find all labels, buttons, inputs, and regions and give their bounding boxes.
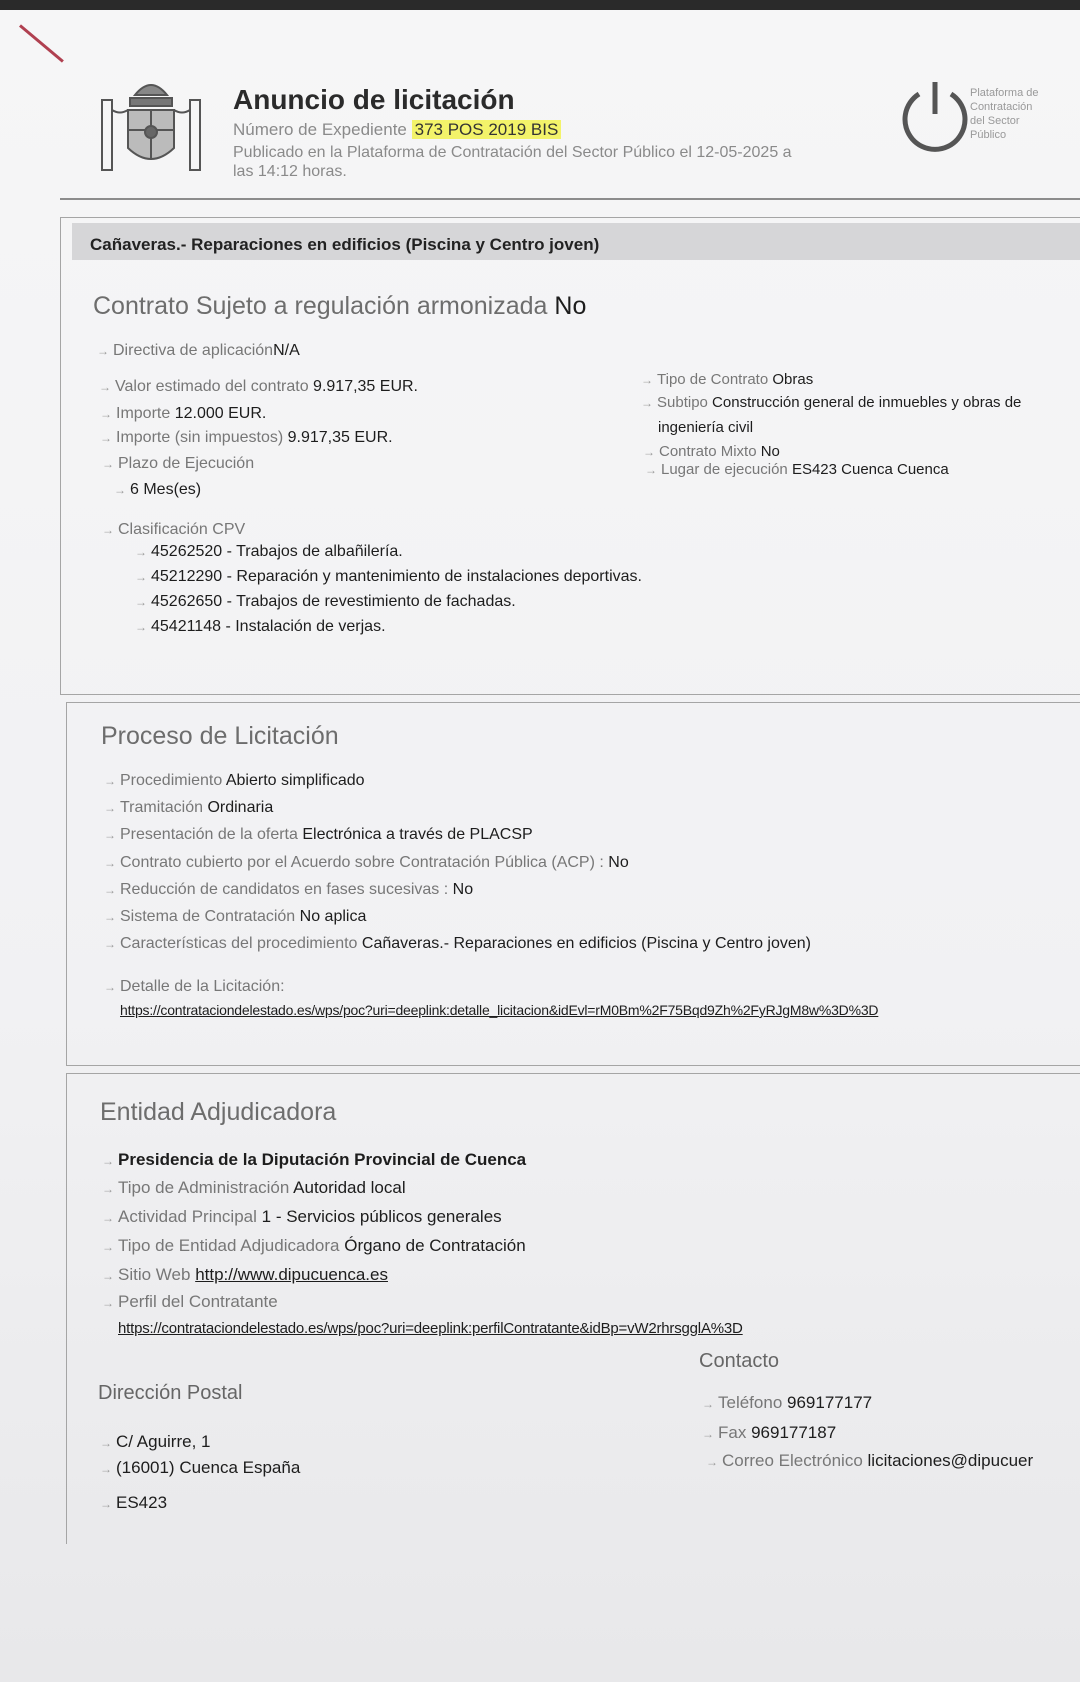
valor-label: Valor estimado del contrato (115, 378, 309, 395)
tipo-admin-value: Autoridad local (293, 1178, 406, 1197)
arrow-icon: → (135, 595, 147, 609)
proceso-title: Proceso de Licitación (101, 722, 339, 750)
tipo-entidad-label: Tipo de Entidad Adjudicadora (118, 1236, 340, 1255)
lugar-value: ES423 Cuenca Cuenca (791, 461, 949, 478)
mixto-label: Contrato Mixto (659, 443, 757, 460)
detalle-row (104, 978, 285, 996)
actividad-row (102, 1207, 502, 1227)
tramitacion-row (104, 799, 273, 817)
arrow-icon: → (643, 445, 655, 459)
sistema-row (104, 908, 366, 926)
acp-row (104, 854, 629, 872)
power-logo-icon (895, 78, 975, 158)
procedimiento-label: Procedimiento (120, 772, 223, 789)
tipo-admin-row (102, 1178, 406, 1198)
cpv-item (135, 593, 516, 611)
arrow-icon: → (102, 457, 114, 471)
arrow-icon: → (645, 463, 657, 477)
detalle-label: Detalle de la Licitación: (120, 978, 285, 995)
sitio-row (102, 1265, 388, 1285)
arrow-icon: → (135, 620, 147, 634)
perfil-row (102, 1292, 278, 1312)
arrow-icon: → (114, 483, 126, 497)
plazo-value: 6 Mes(es) (130, 481, 202, 498)
directiva-row (97, 342, 300, 360)
subtipo-row (641, 394, 1021, 411)
arrow-icon: → (102, 523, 114, 537)
lugar-label: Lugar de ejecución (661, 461, 788, 478)
arrow-icon: → (135, 570, 147, 584)
cpv-item-text: 45212290 - Reparación y mantenimiento de instalaciones deportivas. (151, 568, 642, 585)
telefono-value: 969177177 (787, 1393, 873, 1412)
acp-label: Contrato cubierto por el Acuerdo sobre Contratación Pública (ACP) : (120, 854, 604, 871)
tipo-value: Obras (772, 371, 814, 388)
cpv-row (102, 521, 245, 539)
direccion-title: Dirección Postal (98, 1382, 243, 1404)
correo-row (706, 1451, 1033, 1471)
cpv-label: Clasificación CPV (118, 521, 246, 538)
cpv-item (135, 568, 642, 586)
valor-value: 9.917,35 EUR. (313, 378, 418, 395)
reduccion-value: No (452, 881, 474, 898)
armonizada-value: No (554, 292, 587, 320)
arrow-icon: → (104, 774, 116, 788)
contacto-title: Contacto (699, 1350, 780, 1372)
arrow-icon: → (104, 937, 116, 951)
expediente-value: 373 POS 2019 BIS (412, 120, 562, 139)
coat-of-arms-icon (100, 70, 210, 180)
tramitacion-value: Ordinaria (207, 799, 274, 816)
direccion-line (100, 1493, 167, 1513)
valor-row (99, 378, 418, 396)
sistema-label: Sistema de Contratación (120, 908, 296, 925)
sitio-link[interactable]: http://www.dipucuenca.es (195, 1265, 388, 1284)
arrow-icon: → (97, 344, 109, 358)
arrow-icon: → (104, 883, 116, 897)
tipo-entidad-row (102, 1236, 526, 1256)
actividad-value: 1 - Servicios públicos generales (261, 1207, 502, 1226)
subtipo-value: Construcción general de inmuebles y obras de (712, 394, 1022, 411)
procedimiento-value: Abierto simplificado (225, 772, 365, 789)
tipo-admin-label: Tipo de Administración (118, 1178, 290, 1197)
arrow-icon: → (641, 373, 653, 387)
arrow-icon: → (104, 856, 116, 870)
logo-text-line: del Sector (970, 115, 1020, 127)
platform-logo-text (970, 86, 1060, 142)
arrow-icon: → (100, 1497, 112, 1511)
direccion-text: (16001) Cuenca España (116, 1458, 301, 1477)
directiva-value: N/A (273, 342, 300, 359)
cpv-item (135, 543, 403, 561)
fax-label: Fax (718, 1423, 747, 1442)
tipo-row (641, 371, 813, 388)
fax-value: 969177187 (751, 1423, 837, 1442)
tramitacion-label: Tramitación (120, 799, 203, 816)
perfil-label: Perfil del Contratante (118, 1292, 278, 1311)
plazo-label: Plazo de Ejecución (118, 455, 255, 472)
arrow-icon: → (104, 980, 116, 994)
pen-mark (19, 24, 64, 62)
sitio-label: Sitio Web (118, 1265, 191, 1284)
presentacion-row (104, 826, 533, 844)
direccion-line (100, 1432, 211, 1452)
caracteristicas-value: Cañaveras.- Reparaciones en edificios (Piscina y Centro joven) (361, 935, 811, 952)
subtipo-label: Subtipo (657, 394, 708, 411)
logo-text-line: Público (970, 129, 1007, 141)
arrow-icon: → (99, 380, 111, 394)
acp-value: No (608, 854, 629, 871)
expediente-label: Número de Expediente (233, 120, 407, 139)
procedimiento-row (104, 772, 365, 790)
correo-value: licitaciones@dipucuer (867, 1451, 1034, 1470)
lugar-row (645, 461, 949, 478)
header-divider (60, 198, 1080, 200)
entidad-nombre-row (102, 1150, 526, 1170)
subtipo-value-cont: ingeniería civil (658, 419, 754, 436)
direccion-text: ES423 (116, 1493, 168, 1512)
caracteristicas-label: Características del procedimiento (120, 935, 358, 952)
arrow-icon: → (100, 431, 112, 445)
subtipo-cont-row (658, 419, 753, 436)
arrow-icon: → (135, 545, 147, 559)
importe-label: Importe (116, 405, 171, 422)
direccion-line (100, 1458, 300, 1478)
importe-sin-row (100, 429, 393, 447)
publication-line-2: las 14:12 horas. (233, 163, 347, 180)
publication-line-1: Publicado en la Plataforma de Contratación del Sector Público el 12-05-2025 a (233, 144, 792, 161)
top-edge (0, 0, 1080, 10)
publication-info (233, 143, 893, 181)
reduccion-label: Reducción de candidatos en fases sucesivas : (120, 881, 449, 898)
directiva-label: Directiva de aplicación (113, 342, 274, 359)
mixto-value: No (760, 443, 780, 460)
document-header (100, 70, 1080, 200)
arrow-icon: → (706, 1455, 718, 1469)
arrow-icon: → (102, 1154, 114, 1168)
logo-text-line: Plataforma de (970, 87, 1039, 99)
actividad-label: Actividad Principal (118, 1207, 257, 1226)
entidad-title: Entidad Adjudicadora (100, 1098, 337, 1126)
arrow-icon: → (100, 1436, 112, 1450)
importe-sin-value: 9.917,35 EUR. (287, 429, 393, 446)
cpv-item (135, 618, 386, 636)
arrow-icon: → (104, 801, 116, 815)
cpv-item-text: 45262650 - Trabajos de revestimiento de fachadas. (151, 593, 516, 610)
arrow-icon: → (102, 1211, 114, 1225)
reduccion-row (104, 881, 473, 899)
armonizada-label: Contrato Sujeto a regulación armonizada (93, 292, 548, 320)
direccion-text: C/ Aguirre, 1 (116, 1432, 211, 1451)
correo-label: Correo Electrónico (722, 1451, 863, 1470)
tipo-label: Tipo de Contrato (657, 371, 769, 388)
cpv-item-text: 45421148 - Instalación de verjas. (151, 618, 386, 635)
importe-value: 12.000 EUR. (174, 405, 267, 422)
sistema-value: No aplica (299, 908, 367, 925)
arrow-icon: → (100, 1462, 112, 1476)
caracteristicas-row (104, 935, 811, 953)
presentacion-label: Presentación de la oferta (120, 826, 298, 843)
detalle-link[interactable]: https://contrataciondelestado.es/wps/poc?uri=deeplink:detalle_licitacion&idEvl=rM0Bm%2F75Bqd9Zh%2FyRJgM8w%3D%3D (120, 1002, 879, 1018)
tipo-entidad-value: Órgano de Contratación (344, 1236, 526, 1255)
contract-title: Cañaveras.- Reparaciones en edificios (Piscina y Centro joven) (90, 235, 600, 254)
entidad-nombre: Presidencia de la Diputación Provincial de Cuenca (118, 1150, 527, 1169)
arrow-icon: → (702, 1397, 714, 1411)
arrow-icon: → (104, 828, 116, 842)
plazo-row (102, 455, 254, 473)
arrow-icon: → (102, 1296, 114, 1310)
presentacion-value: Electrónica a través de PLACSP (302, 826, 533, 843)
arrow-icon: → (104, 910, 116, 924)
logo-text-line: Contratación (970, 101, 1033, 113)
mixto-row (643, 443, 780, 460)
arrow-icon: → (102, 1240, 114, 1254)
plazo-value-row (114, 481, 201, 499)
importe-sin-label: Importe (sin impuestos) (116, 429, 284, 446)
arrow-icon: → (641, 396, 653, 410)
fax-row (702, 1423, 836, 1443)
importe-row (100, 405, 266, 423)
arrow-icon: → (100, 407, 112, 421)
expediente-line (233, 120, 561, 140)
telefono-label: Teléfono (718, 1393, 783, 1412)
perfil-link[interactable]: https://contrataciondelestado.es/wps/poc?uri=deeplink:perfilContratante&idBp=vW2rhrsgglA%3D (118, 1320, 743, 1337)
arrow-icon: → (102, 1182, 114, 1196)
document-title: Anuncio de licitación (233, 84, 515, 115)
telefono-row (702, 1393, 872, 1413)
armonizada-heading (93, 292, 586, 321)
cpv-item-text: 45262520 - Trabajos de albañilería. (151, 543, 403, 560)
arrow-icon: → (702, 1427, 714, 1441)
perfil-link-row (118, 1320, 743, 1337)
arrow-icon: → (102, 1269, 114, 1283)
detalle-link-row (120, 1002, 878, 1018)
